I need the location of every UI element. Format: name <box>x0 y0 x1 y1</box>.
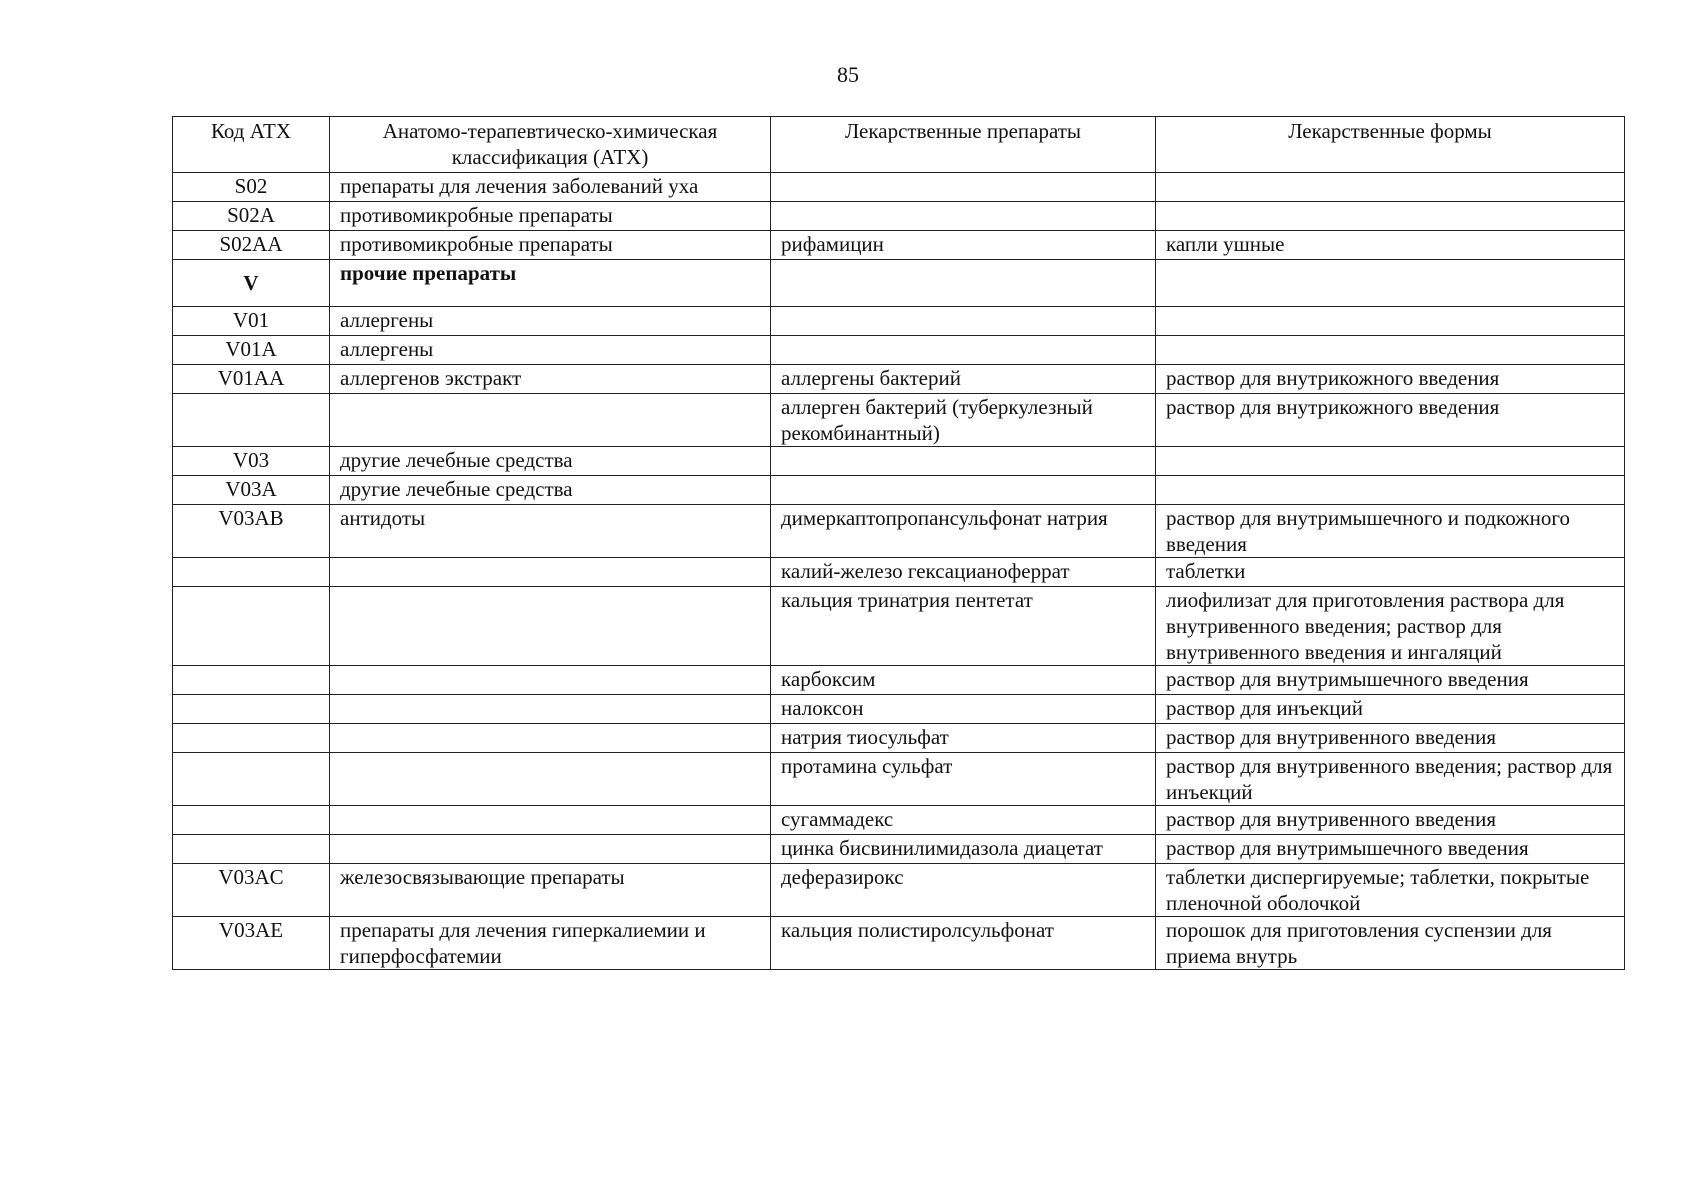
atc-name-cell: противомикробные препараты <box>330 202 771 231</box>
table-row <box>173 505 1625 558</box>
dosage-form-cell: порошок для приготовления суспензии для приема внутрь <box>1156 917 1625 970</box>
page-number: 85 <box>837 62 859 87</box>
table-row <box>173 173 1625 202</box>
dosage-form-cell: раствор для внутривенного введения <box>1156 806 1625 835</box>
atc-name-cell <box>330 558 771 587</box>
dosage-form-cell: лиофилизат для приготовления раствора для внутривенного введения; раствор для внутривенного введения и ингаляций <box>1156 587 1625 666</box>
header-medicines: Лекарственные препараты <box>771 117 1156 173</box>
table-row <box>173 202 1625 231</box>
table-row <box>173 260 1625 307</box>
dosage-form-cell <box>1156 307 1625 336</box>
medicine-cell <box>771 336 1156 365</box>
medicine-cell: карбоксим <box>771 666 1156 695</box>
atc-code-cell <box>173 394 330 447</box>
dosage-form-cell <box>1156 173 1625 202</box>
atc-name-cell: другие лечебные средства <box>330 447 771 476</box>
medicine-cell: аллерген бактерий (туберкулезный рекомбинантный) <box>771 394 1156 447</box>
atc-code-cell <box>173 666 330 695</box>
table-row <box>173 231 1625 260</box>
dosage-form-cell: таблетки <box>1156 558 1625 587</box>
dosage-form-cell: таблетки диспергируемые; таблетки, покрытые пленочной оболочкой <box>1156 864 1625 917</box>
atc-code-cell: V03A <box>173 476 330 505</box>
atc-name-cell: антидоты <box>330 505 771 558</box>
atc-name-cell <box>330 394 771 447</box>
dosage-form-cell: раствор для внутривенного введения; раствор для инъекций <box>1156 753 1625 806</box>
dosage-form-cell <box>1156 447 1625 476</box>
table-row <box>173 666 1625 695</box>
dosage-form-cell: раствор для внутрикожного введения <box>1156 394 1625 447</box>
table-row <box>173 394 1625 447</box>
atc-name-cell: препараты для лечения заболеваний уха <box>330 173 771 202</box>
table-row <box>173 336 1625 365</box>
dosage-form-cell: раствор для внутримышечного введения <box>1156 835 1625 864</box>
medicine-cell <box>771 202 1156 231</box>
atc-code-cell <box>173 753 330 806</box>
table-row <box>173 806 1625 835</box>
atc-code-cell: V03AE <box>173 917 330 970</box>
atc-code-cell <box>173 835 330 864</box>
atc-code-cell: S02 <box>173 173 330 202</box>
medicine-cell: сугаммадекс <box>771 806 1156 835</box>
atc-code-cell <box>173 695 330 724</box>
table-row <box>173 587 1625 666</box>
atc-name-cell: аллергенов экстракт <box>330 365 771 394</box>
medicine-cell <box>771 260 1156 307</box>
medicine-cell: натрия тиосульфат <box>771 724 1156 753</box>
atc-name-cell: противомикробные препараты <box>330 231 771 260</box>
table-row <box>173 917 1625 970</box>
medicine-cell: цинка бисвинилимидазола диацетат <box>771 835 1156 864</box>
dosage-form-cell: раствор для внутривенного введения <box>1156 724 1625 753</box>
dosage-form-cell: раствор для инъекций <box>1156 695 1625 724</box>
header-atc-classification: Анатомо-терапевтическо-химическая классификация (АТХ) <box>330 117 771 173</box>
table-header-row <box>173 117 1625 173</box>
atc-name-cell: прочие препараты <box>330 260 771 307</box>
dosage-form-cell <box>1156 336 1625 365</box>
atc-code-cell <box>173 587 330 666</box>
medicine-cell <box>771 173 1156 202</box>
atc-name-cell <box>330 587 771 666</box>
table-row <box>173 307 1625 336</box>
medicine-cell: рифамицин <box>771 231 1156 260</box>
atc-name-cell <box>330 724 771 753</box>
atc-name-cell <box>330 666 771 695</box>
atc-table <box>172 116 1625 970</box>
medicine-cell <box>771 447 1156 476</box>
dosage-form-cell: раствор для внутримышечного введения <box>1156 666 1625 695</box>
atc-name-cell <box>330 753 771 806</box>
atc-name-cell <box>330 806 771 835</box>
table-row <box>173 558 1625 587</box>
dosage-form-cell: раствор для внутримышечного и подкожного введения <box>1156 505 1625 558</box>
atc-code-cell <box>173 806 330 835</box>
atc-code-cell: V <box>173 260 330 307</box>
atc-code-cell: S02AA <box>173 231 330 260</box>
table-body <box>173 173 1625 970</box>
table-row <box>173 365 1625 394</box>
atc-name-cell: аллергены <box>330 307 771 336</box>
table-row <box>173 695 1625 724</box>
atc-code-cell: V01A <box>173 336 330 365</box>
atc-name-cell: другие лечебные средства <box>330 476 771 505</box>
medicine-cell <box>771 307 1156 336</box>
medicine-cell: деферазирокс <box>771 864 1156 917</box>
atc-code-cell <box>173 724 330 753</box>
dosage-form-cell <box>1156 476 1625 505</box>
medicine-cell <box>771 476 1156 505</box>
table-row <box>173 835 1625 864</box>
atc-code-cell: V03AB <box>173 505 330 558</box>
atc-code-cell: S02A <box>173 202 330 231</box>
table-row <box>173 447 1625 476</box>
atc-name-cell <box>330 835 771 864</box>
medicine-cell: протамина сульфат <box>771 753 1156 806</box>
atc-code-cell: V01AA <box>173 365 330 394</box>
table-row <box>173 864 1625 917</box>
dosage-form-cell <box>1156 260 1625 307</box>
dosage-form-cell: раствор для внутрикожного введения <box>1156 365 1625 394</box>
table-row <box>173 476 1625 505</box>
header-atc-code: Код АТХ <box>173 117 330 173</box>
medicine-cell: налоксон <box>771 695 1156 724</box>
atc-code-cell: V01 <box>173 307 330 336</box>
dosage-form-cell <box>1156 202 1625 231</box>
atc-name-cell <box>330 695 771 724</box>
medicine-cell: калий-железо гексацианоферрат <box>771 558 1156 587</box>
atc-name-cell: аллергены <box>330 336 771 365</box>
dosage-form-cell: капли ушные <box>1156 231 1625 260</box>
atc-name-cell: железосвязывающие препараты <box>330 864 771 917</box>
atc-code-cell: V03AC <box>173 864 330 917</box>
table-row <box>173 753 1625 806</box>
medicine-cell: кальция тринатрия пентетат <box>771 587 1156 666</box>
atc-code-cell: V03 <box>173 447 330 476</box>
medicine-cell: аллергены бактерий <box>771 365 1156 394</box>
medicine-cell: димеркаптопропансульфонат натрия <box>771 505 1156 558</box>
table-row <box>173 724 1625 753</box>
header-dosage-forms: Лекарственные формы <box>1156 117 1625 173</box>
atc-name-cell: препараты для лечения гиперкалиемии и гиперфосфатемии <box>330 917 771 970</box>
atc-code-cell <box>173 558 330 587</box>
medicine-cell: кальция полистиролсульфонат <box>771 917 1156 970</box>
